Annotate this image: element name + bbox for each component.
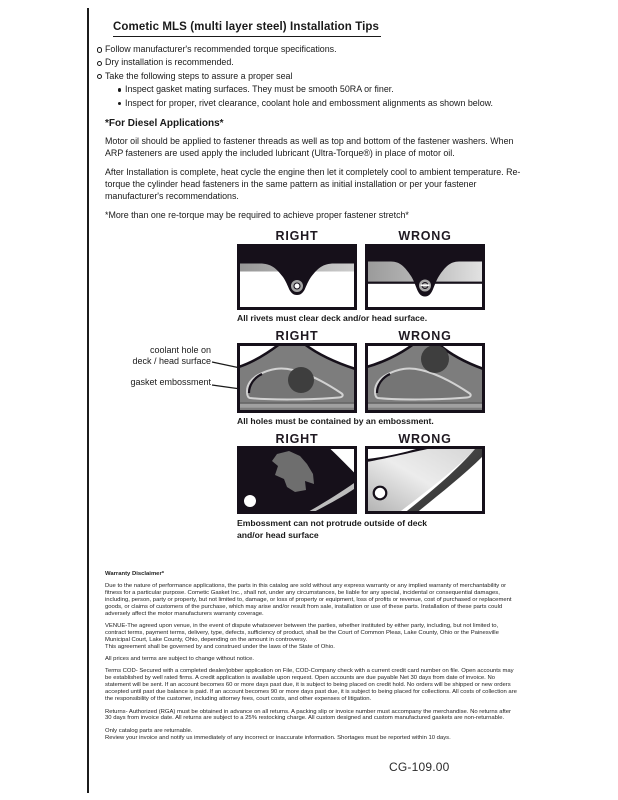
review-invoice-line: Review your invoice and notify us immediately of any incorrect or inaccurate information. Shortages must be reported within 10 days.	[105, 734, 451, 741]
list-item: Dry installation is recommended.	[105, 56, 525, 69]
coolant-hole	[421, 345, 449, 373]
wrong-label-row3: WRONG	[398, 432, 452, 446]
list-item: Take the following steps to assure a proper seal	[105, 70, 525, 83]
figure-embossment-right	[237, 446, 357, 514]
bolt-hole	[374, 487, 387, 500]
hole-wrong-diagram	[365, 343, 485, 413]
figure-embossment-wrong	[365, 446, 485, 514]
figure-rivet-right	[237, 244, 357, 310]
page-title: Cometic MLS (multi layer steel) Installation Tips	[113, 21, 381, 37]
coolant-hole	[288, 367, 314, 393]
gasket-embossment-label: gasket embossment	[130, 377, 211, 387]
row1-caption: All rivets must clear deck and/or head surface.	[237, 313, 428, 323]
venue-paragraph-2: This agreement shall be governed by and construed under the laws of the State of Ohio.	[105, 643, 335, 650]
figure-hole-wrong	[365, 343, 485, 413]
embossment-right-diagram	[237, 446, 357, 514]
right-label-row2: RIGHT	[275, 329, 319, 343]
list-sub-item: Inspect gasket mating surfaces. They must be smooth 50RA or finer.	[125, 83, 525, 96]
diesel-applications-heading: *For Diesel Applications*	[105, 118, 224, 129]
venue-paragraph: VENUE-The agreed upon venue, in the event of dispute whatsoever between the parties, whether instituted by either party, including, but not limited to, contract terms, payment terms, delivery, type, defects, sufficiency of product, shall be the Court of Common Pleas, Lake County, Ohio or the Painesville Municipal Court, Lake County, Ohio, depending on the amount in controversy.	[105, 622, 499, 643]
bolt-hole	[244, 495, 256, 507]
page-code: CG-109.00	[389, 760, 450, 774]
row2-caption: All holes must be contained by an embossment.	[237, 416, 434, 426]
right-label-row1: RIGHT	[275, 229, 319, 243]
figure-hole-right	[237, 343, 357, 413]
rivet-right-diagram	[237, 244, 357, 310]
list-item: Follow manufacturer's recommended torque specifications.	[105, 43, 525, 56]
warranty-disclaimer-section	[105, 571, 519, 747]
page-left-border	[87, 8, 89, 793]
warranty-disclaimer-heading: Warranty Disclaimer*	[105, 571, 165, 577]
diesel-paragraph-1: Motor oil should be applied to fastener threads as well as top and bottom of the fastener washers. When ARP fasteners are used apply the included lubricant (Ultra-Torque®) in place of motor oil.	[105, 136, 514, 158]
diesel-paragraph-3: *More than one re-torque may be required to achieve proper fastener stretch*	[105, 210, 409, 220]
row3-caption: Embossment can not protrude outside of deck and/or head surface	[237, 518, 428, 540]
terms-paragraph: Terms COD- Secured with a completed dealer/jobber application on File, COD-Company check with a current credit card number on file. Open accounts may be established by well rated firms. A credit application is available upon request. Open accounts are due payable Net 30 days from date of invoice. No statement will be sent. If an account becomes 60 or more days past due, it is subject to being placed on credit hold. No orders will be shipped or new orders accepted until past due balance is paid. If an account becomes 90 or more days past due, it is subject to being placed for collections. All costs of collection are the responsibility of the customer, including attorney fees, court costs, and other expenses of litigation.	[105, 668, 517, 703]
rivet-wrong-diagram	[365, 244, 485, 310]
returns-paragraph: Returns- Authorized (RGA) must be obtained in advance on all returns. A packing slip or invoice number must accompany the merchandise. No returns after 30 days from invoice date. All returns are subject to a 25% restocking charge. All custom designed and custom manufactured gaskets are non-returnable.	[105, 708, 512, 722]
hole-right-diagram	[237, 343, 357, 413]
prices-paragraph: All prices and terms are subject to change without notice.	[105, 656, 254, 663]
right-label-row3: RIGHT	[275, 432, 319, 446]
list-sub-item: Inspect for proper, rivet clearance, coolant hole and embossment alignments as shown below.	[125, 97, 525, 110]
coolant-hole-label: coolant hole on deck / head surface	[132, 345, 211, 366]
figure-rivet-wrong	[365, 244, 485, 310]
wrong-label-row2: WRONG	[398, 329, 452, 343]
embossment-wrong-diagram	[365, 446, 485, 514]
diesel-paragraph-2: After Installation is complete, heat cycle the engine then let it completely cool to ambient temperature. Re-torque the cylinder head fasteners in the same pattern as initial installation or per your fastener manufacturer's recommendations.	[105, 167, 521, 201]
only-catalog-line: Only catalog parts are returnable.	[105, 727, 193, 734]
wrong-label-row1: WRONG	[398, 229, 452, 243]
installation-tips-list	[105, 43, 525, 110]
warranty-paragraph: Due to the nature of performance applications, the parts in this catalog are sold without any express warranty or any implied warranty of merchantability or fitness for a particular purpose. Cometic Gasket Inc., shall not, under any circumstances, be liable for any special, incidental or consequential damages, including, person, party or property, but not limited to, damage, or loss of property or equipment, loss of profits or revenue, cost of purchased or replacement goods, or claims of customers of the purchase, which may arise and/or result from sale, installation or use of these parts. Installation of these parts could adversely affect the motor manufacturers warranty coverage.	[105, 582, 512, 617]
